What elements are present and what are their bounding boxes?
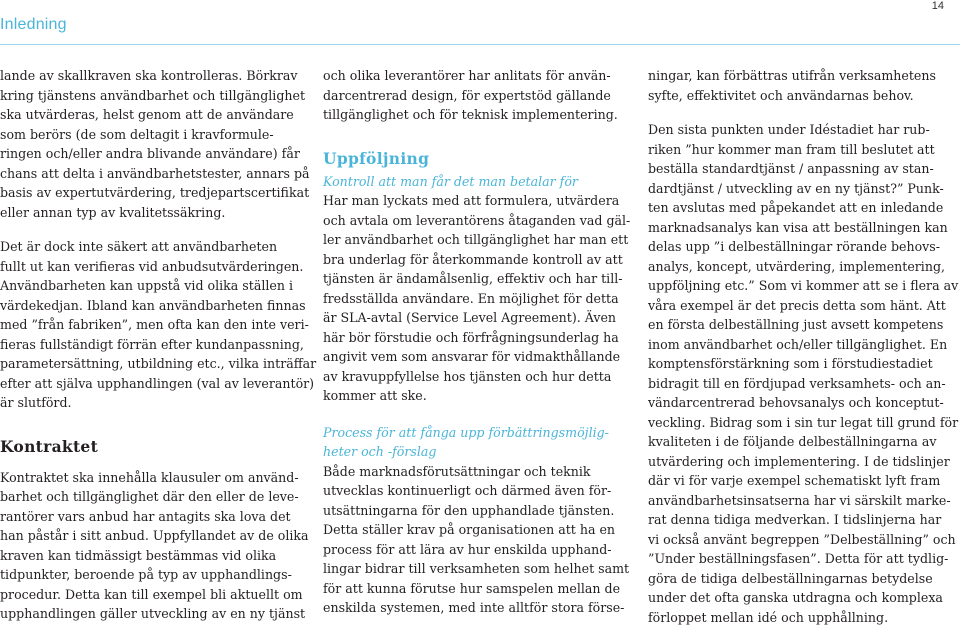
paragraph bbox=[648, 66, 953, 105]
paragraph bbox=[648, 120, 953, 627]
text-line: analys, koncept, utvärdering, implementering, bbox=[648, 257, 953, 277]
text-line: en första delbeställning just avsett kompetens bbox=[648, 315, 953, 335]
text-line: ler användbarhet och tillgänglighet har man ett bbox=[323, 230, 623, 250]
text-line: tjänsten är ändamålsenlig, effektiv och har till- bbox=[323, 269, 623, 289]
paragraph bbox=[0, 468, 300, 624]
text-line: angivit vem som ansvarar för vidmakthållande bbox=[323, 347, 623, 367]
text-line: Den sista punkten under Idéstadiet har rub- bbox=[648, 120, 953, 140]
header-divider bbox=[0, 44, 960, 45]
paragraph bbox=[0, 66, 300, 222]
text-line: kraven kan tidmässigt bestämmas vid olika bbox=[0, 546, 300, 566]
text-line: användbarhetsinsatserna har vi särskilt marke- bbox=[648, 491, 953, 511]
text-line: veckling. Bidrag som i sin tur legat till grund för bbox=[648, 413, 953, 433]
page-number: 14 bbox=[932, 0, 944, 12]
text-line: som berörs (de som deltagit i kravformule- bbox=[0, 125, 300, 145]
subsection-heading: Process för att fånga upp förbättringsmöjlig- bbox=[323, 423, 623, 443]
text-line: kring tjänstens användbarhet och tillgänglighet bbox=[0, 86, 300, 106]
text-line: är slutförd. bbox=[0, 393, 300, 413]
text-line: där vi för varje exempel schematiskt lyft fram bbox=[648, 471, 953, 491]
text-line: kommer att ske. bbox=[323, 386, 623, 406]
text-line: värdekedjan. Ibland kan användbarheten finnas bbox=[0, 296, 300, 316]
text-line: förloppet mellan idé och upphållning. bbox=[648, 608, 953, 627]
paragraph bbox=[323, 66, 623, 125]
text-line: dardtjänst / utveckling av en ny tjänst?” Punk- bbox=[648, 179, 953, 199]
text-line: delas upp ”i delbeställningar rörande behovs- bbox=[648, 237, 953, 257]
text-line: fullt ut kan verifieras vid anbudsutvärderingen. bbox=[0, 257, 300, 277]
text-line: riken ”hur kommer man fram till beslutet att bbox=[648, 140, 953, 160]
text-line: tidpunkter, beroende på typ av upphandlings- bbox=[0, 565, 300, 585]
text-line: Både marknadsförutsättningar och teknik bbox=[323, 462, 623, 482]
text-line: vändarcentrerad behovsanalys och konceptut- bbox=[648, 393, 953, 413]
paragraph bbox=[0, 237, 300, 413]
text-line: upphandlingen gäller utveckling av en ny tjänst bbox=[0, 604, 300, 624]
text-line: marknadsanalys kan visa att beställningen kan bbox=[648, 218, 953, 238]
text-line: parametersättning, utbildning etc., vilka inträffar bbox=[0, 354, 300, 374]
text-line: rat denna tidiga medverkan. I tidslinjerna har bbox=[648, 510, 953, 530]
text-line: basis av expertutvärdering, tredjepartscertifikat bbox=[0, 183, 300, 203]
text-line: fredsställda användare. En möjlighet för detta bbox=[323, 289, 623, 309]
text-line: tillgänglighet och för teknisk implementering. bbox=[323, 105, 623, 125]
text-line: Det är dock inte säkert att användbarheten bbox=[0, 237, 300, 257]
text-line: utvecklas kontinuerligt och därmed även för- bbox=[323, 481, 623, 501]
text-line: han påstår i sitt anbud. Uppfyllandet av de olika bbox=[0, 526, 300, 546]
section-heading: Kontraktet bbox=[0, 437, 300, 457]
text-line: utsättningarna för den upphandlade tjänsten. bbox=[323, 501, 623, 521]
text-line: enskilda systemen, med inte alltför stora försе- bbox=[323, 598, 623, 618]
section-title: Inledning bbox=[0, 16, 67, 34]
text-line: Kontraktet ska innehålla klausuler om använd- bbox=[0, 468, 300, 488]
text-line: bidragit till en fördjupad verksamhets- och an- bbox=[648, 374, 953, 394]
text-line: rantörer vars anbud har antagits ska lova det bbox=[0, 507, 300, 527]
text-column-3 bbox=[648, 66, 953, 627]
text-line: ningar, kan förbättras utifrån verksamhetens bbox=[648, 66, 953, 86]
subsection-heading: Kontroll att man får det man betalar för bbox=[323, 172, 623, 192]
paragraph bbox=[323, 462, 623, 618]
text-line: syfte, effektivitet och användarnas behov. bbox=[648, 86, 953, 106]
text-line: ska utvärderas, helst genom att de användare bbox=[0, 105, 300, 125]
text-line: ringen och/eller andra blivande användare) får bbox=[0, 144, 300, 164]
text-line: uppföljning etc.” Som vi kommer att se i flera av bbox=[648, 276, 953, 296]
text-line: ”Under beställningsfasen”. Detta för att tydlig- bbox=[648, 549, 953, 569]
text-line: göra de tidiga delbeställningarnas betydelse bbox=[648, 569, 953, 589]
text-line: lingar bidrar till verksamheten som helhet samt bbox=[323, 559, 623, 579]
text-line: Detta ställer krav på organisationen att ha en bbox=[323, 520, 623, 540]
text-line: med ”från fabriken”, men ofta kan den inte veri- bbox=[0, 315, 300, 335]
text-line: beställa standardtjänst / anpassning av stan- bbox=[648, 159, 953, 179]
text-line: och avtala om leverantörens åtaganden vad gäl- bbox=[323, 211, 623, 231]
text-line: fieras fullständigt förrän efter kundanpassning, bbox=[0, 335, 300, 355]
text-line: för att kunna förutse hur samspelen mellan de bbox=[323, 579, 623, 599]
text-line: lande av skallkraven ska kontrolleras. Börkrav bbox=[0, 66, 300, 86]
text-line: här bör förstudie och förfrågningsunderlag ha bbox=[323, 328, 623, 348]
text-line: kvaliteten i de följande delbeställningarna av bbox=[648, 432, 953, 452]
text-line: av kravuppfyllelse hos tjänsten och hur detta bbox=[323, 367, 623, 387]
text-line: våra exempel är det precis detta som hänt. Att bbox=[648, 296, 953, 316]
text-line: under det ofta ganska utdragna och komplexa bbox=[648, 588, 953, 608]
text-line: och olika leverantörer har anlitats för använ- bbox=[323, 66, 623, 86]
text-line: utvärdering och implementering. I de tidslinjer bbox=[648, 452, 953, 472]
text-line: är SLA-avtal (Service Level Agreement). Även bbox=[323, 308, 623, 328]
text-line: vi också använt begreppen ”Delbeställning” och bbox=[648, 530, 953, 550]
text-line: efter att själva upphandlingen (val av leverantör) bbox=[0, 374, 300, 394]
subsection-heading: heter och -förslag bbox=[323, 442, 623, 462]
text-column-1 bbox=[0, 66, 300, 624]
section-heading: Uppföljning bbox=[323, 149, 623, 169]
text-line: Har man lyckats med att formulera, utvärdera bbox=[323, 191, 623, 211]
text-line: ten avslutas med påpekandet att en inledande bbox=[648, 198, 953, 218]
text-line: barhet och tillgänglighet där den eller de leve- bbox=[0, 487, 300, 507]
text-line: chans att delta i användbarhetstester, annars på bbox=[0, 164, 300, 184]
text-line: darcentrerad design, för expertstöd gällande bbox=[323, 86, 623, 106]
text-line: process för att lära av hur enskilda upphand- bbox=[323, 540, 623, 560]
text-line: Användbarheten kan uppstå vid olika ställen i bbox=[0, 276, 300, 296]
text-column-2 bbox=[323, 66, 623, 618]
text-line: eller annan typ av kvalitetssäkring. bbox=[0, 203, 300, 223]
text-line: komptensförstärkning som i förstudiestadiet bbox=[648, 354, 953, 374]
text-line: inom användbarhet och/eller tillgänglighet. En bbox=[648, 335, 953, 355]
text-line: procedur. Detta kan till exempel bli aktuellt om bbox=[0, 585, 300, 605]
paragraph bbox=[323, 191, 623, 406]
text-line: bra underlag för återkommande kontroll av att bbox=[323, 250, 623, 270]
